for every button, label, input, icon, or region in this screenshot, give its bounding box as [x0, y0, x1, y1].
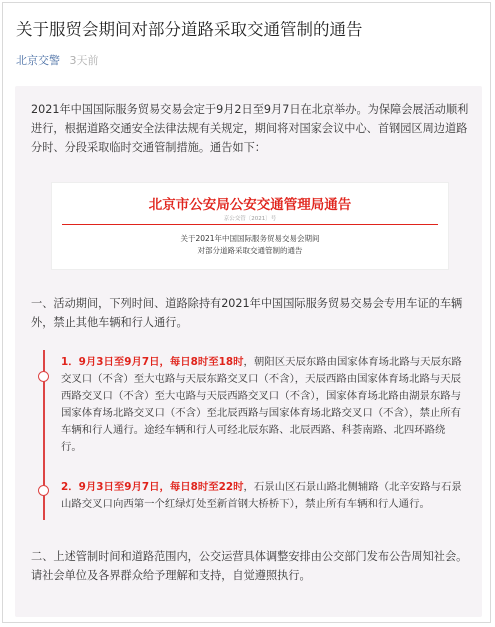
- intro-paragraph: 2021年中国国际服务贸易交易会定于9月2日至9月7日在北京举办。为保障会展活动顺利进行，根据道路交通安全法律法规有关规定，期间将对国家会议中心、首钢园区周边道路分时、分段采取临时交通管制措施。通告如下：: [31, 103, 469, 154]
- timeline-item-text: ，石景山区石景山路北侧辅路（北辛安路与石景山路交叉口向西第一个红绿灯处至新首钢大桥桥下），禁止所有车辆和行人通行。: [61, 481, 462, 510]
- timeline-item-label: 1．9月3日至9月7日，每日8时至18时: [61, 356, 244, 368]
- timeline-item-text: ，朝阳区天辰东路由国家体育场北路与天辰东路交叉口（不含）至大屯路与天辰东路交叉口（不含），天辰西路由国家体育场北路与天辰西路交叉口（不含）至大屯路与天辰西路交叉口（不含），国家体育场北路由湖景东路与国家体育场北路交叉口（不含）至北辰西路与国家体育场北路交叉口（不含），禁止所有车辆和行人通行。途经车辆和行人可经北辰东路、北辰西路、科荟南路、北四环路绕行。: [61, 356, 462, 453]
- section-one-paragraph: 一、活动期间，下列时间、道路除持有2021年中国国际服务贸易交易会专用车证的车辆外，禁止其他车辆和行人通行。: [31, 297, 463, 329]
- article-content: [15, 86, 482, 617]
- notice-number: 京公交管〔2021〕号: [223, 216, 277, 222]
- notice-divider: [62, 224, 438, 225]
- notice-image: [51, 182, 449, 270]
- timeline-dot-icon: [38, 485, 49, 496]
- timeline-item: [61, 354, 466, 456]
- notice-heading: 北京市公安局公安交通管理局通告: [148, 197, 352, 213]
- source-link[interactable]: 北京交警: [16, 54, 60, 67]
- article-meta: [16, 52, 99, 68]
- timeline-dot-icon: [38, 371, 49, 382]
- publish-time: 3天前: [69, 54, 99, 67]
- notice-title-line1: 关于2021年中国国际服务贸易交易会期间: [180, 234, 320, 243]
- section-two-paragraph: 二、上述管制时间和道路范围内，公交运营具体调整安排由公交部门发布公告周知社会。请社会单位及各界群众给予理解和支持，自觉遵照执行。: [31, 550, 468, 582]
- article-title: 关于服贸会期间对部分道路采取交通管制的通告: [16, 20, 363, 39]
- timeline-item-label: 2．9月3日至9月7日，每日8时至22时: [61, 481, 244, 493]
- notice-title-line2: 对部分道路采取交通管制的通告: [197, 246, 303, 255]
- timeline-item: [61, 479, 466, 513]
